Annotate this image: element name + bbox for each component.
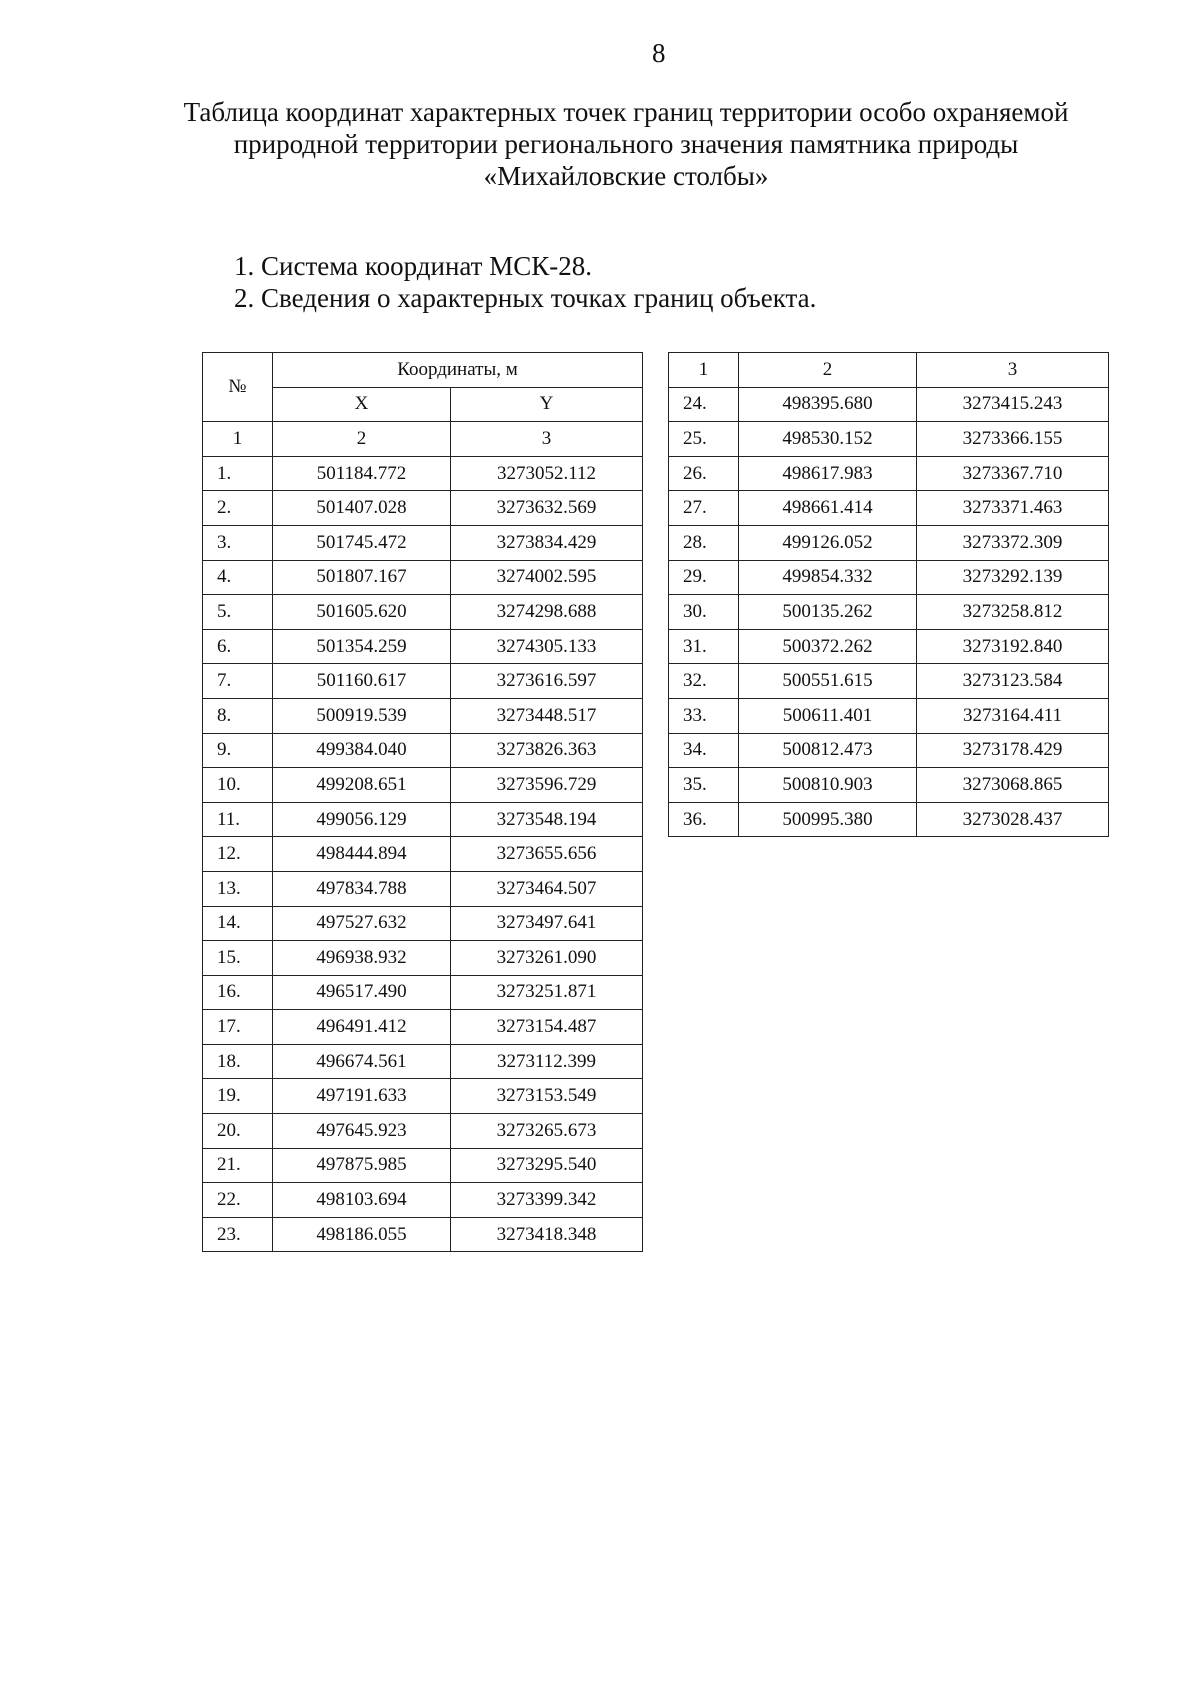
y-coordinate: 3273153.549: [451, 1079, 643, 1114]
x-coordinate: 498444.894: [273, 837, 451, 872]
y-coordinate: 3273112.399: [451, 1044, 643, 1079]
table-row: [669, 560, 1109, 595]
y-coordinate: 3273399.342: [451, 1183, 643, 1218]
point-number: 22.: [203, 1183, 273, 1218]
point-number: 6.: [203, 629, 273, 664]
y-coordinate: 3274002.595: [451, 560, 643, 595]
x-coordinate: 500372.262: [739, 629, 917, 664]
y-coordinate: 3273834.429: [451, 525, 643, 560]
point-number: 31.: [669, 629, 739, 664]
x-coordinate: 497834.788: [273, 871, 451, 906]
x-coordinate: 501605.620: [273, 595, 451, 630]
x-coordinate: 497875.985: [273, 1148, 451, 1183]
x-coordinate: 500135.262: [739, 595, 917, 630]
x-coordinate: 501745.472: [273, 525, 451, 560]
point-number: 21.: [203, 1148, 273, 1183]
y-coordinate: 3274298.688: [451, 595, 643, 630]
column-number-3: 3: [451, 422, 643, 457]
x-coordinate: 498186.055: [273, 1217, 451, 1252]
y-coordinate: 3273448.517: [451, 698, 643, 733]
title-line-1: Таблица координат характерных точек границ территории особо охраняемой: [183, 97, 1069, 127]
table-row: [669, 422, 1109, 457]
x-coordinate: 499208.651: [273, 768, 451, 803]
point-number: 29.: [669, 560, 739, 595]
x-coordinate: 496938.932: [273, 941, 451, 976]
table-row: [203, 1183, 643, 1218]
title-line-3: «Михайловские столбы»: [483, 161, 769, 191]
y-coordinate: 3273371.463: [917, 491, 1109, 526]
table-row: [669, 768, 1109, 803]
x-coordinate: 499126.052: [739, 525, 917, 560]
table-row: [203, 560, 643, 595]
table-row: [203, 595, 643, 630]
y-coordinate: 3273192.840: [917, 629, 1109, 664]
point-number: 19.: [203, 1079, 273, 1114]
point-number: 10.: [203, 768, 273, 803]
y-coordinate: 3273251.871: [451, 975, 643, 1010]
table-row: [203, 525, 643, 560]
column-number-1: 1: [669, 353, 739, 388]
point-number: 4.: [203, 560, 273, 595]
y-coordinate: 3273258.812: [917, 595, 1109, 630]
table-row: [203, 1114, 643, 1149]
point-number: 27.: [669, 491, 739, 526]
x-coordinate: 500611.401: [739, 698, 917, 733]
page-number: 8: [652, 38, 666, 68]
table-row: [669, 525, 1109, 560]
table-row: [669, 664, 1109, 699]
x-coordinate: 496517.490: [273, 975, 451, 1010]
point-number: 11.: [203, 802, 273, 837]
table-row: [203, 837, 643, 872]
point-number: 7.: [203, 664, 273, 699]
point-number: 36.: [669, 802, 739, 837]
table-row: [203, 941, 643, 976]
point-number: 3.: [203, 525, 273, 560]
point-number: 30.: [669, 595, 739, 630]
table-row: [203, 733, 643, 768]
x-coordinate: 497645.923: [273, 1114, 451, 1149]
y-coordinate: 3273261.090: [451, 941, 643, 976]
table-row: [203, 871, 643, 906]
x-coordinate: 498661.414: [739, 491, 917, 526]
table-row: [203, 1010, 643, 1045]
x-coordinate: 498617.983: [739, 456, 917, 491]
point-number: 33.: [669, 698, 739, 733]
y-coordinate: 3273497.641: [451, 906, 643, 941]
y-coordinate: 3273548.194: [451, 802, 643, 837]
header-y: Y: [451, 387, 643, 422]
point-number: 14.: [203, 906, 273, 941]
x-coordinate: 498395.680: [739, 387, 917, 422]
list-item-boundary-points: 2. Сведения о характерных точках границ объекта.: [234, 283, 817, 313]
y-coordinate: 3273464.507: [451, 871, 643, 906]
y-coordinate: 3273415.243: [917, 387, 1109, 422]
x-coordinate: 501184.772: [273, 456, 451, 491]
table-row: [203, 975, 643, 1010]
x-coordinate: 499056.129: [273, 802, 451, 837]
point-number: 13.: [203, 871, 273, 906]
table-row: [203, 491, 643, 526]
point-number: 25.: [669, 422, 739, 457]
x-coordinate: 500810.903: [739, 768, 917, 803]
x-coordinate: 497527.632: [273, 906, 451, 941]
coordinates-table-left: [202, 352, 643, 1252]
y-coordinate: 3273068.865: [917, 768, 1109, 803]
y-coordinate: 3273265.673: [451, 1114, 643, 1149]
column-number-3: 3: [917, 353, 1109, 388]
coordinates-table-right: [668, 352, 1109, 837]
table-row: [203, 1079, 643, 1114]
table-row: [669, 802, 1109, 837]
table-row: [203, 768, 643, 803]
point-number: 15.: [203, 941, 273, 976]
y-coordinate: 3273632.569: [451, 491, 643, 526]
table-row: [203, 802, 643, 837]
point-number: 18.: [203, 1044, 273, 1079]
left-table-body: [203, 456, 643, 1252]
point-number: 34.: [669, 733, 739, 768]
table-row: [203, 1044, 643, 1079]
point-number: 2.: [203, 491, 273, 526]
column-number-1: 1: [203, 422, 273, 457]
header-coordinates: Координаты, м: [273, 353, 643, 388]
column-number-2: 2: [273, 422, 451, 457]
point-number: 5.: [203, 595, 273, 630]
table-row: [669, 387, 1109, 422]
table-row: [669, 456, 1109, 491]
y-coordinate: 3273655.656: [451, 837, 643, 872]
x-coordinate: 501160.617: [273, 664, 451, 699]
point-number: 32.: [669, 664, 739, 699]
table-row: [203, 456, 643, 491]
x-coordinate: 499384.040: [273, 733, 451, 768]
point-number: 9.: [203, 733, 273, 768]
y-coordinate: 3273366.155: [917, 422, 1109, 457]
point-number: 12.: [203, 837, 273, 872]
point-number: 1.: [203, 456, 273, 491]
point-number: 16.: [203, 975, 273, 1010]
x-coordinate: 497191.633: [273, 1079, 451, 1114]
table-row: [203, 629, 643, 664]
table-row: [669, 595, 1109, 630]
table-row: [203, 1148, 643, 1183]
y-coordinate: 3273616.597: [451, 664, 643, 699]
point-number: 35.: [669, 768, 739, 803]
table-row: [203, 698, 643, 733]
x-coordinate: 501354.259: [273, 629, 451, 664]
table-row: [669, 491, 1109, 526]
y-coordinate: 3273418.348: [451, 1217, 643, 1252]
info-list: [234, 250, 816, 314]
table-row: [669, 733, 1109, 768]
y-coordinate: 3273292.139: [917, 560, 1109, 595]
table-row: [669, 629, 1109, 664]
table-row: [669, 698, 1109, 733]
y-coordinate: 3273164.411: [917, 698, 1109, 733]
x-coordinate: 498530.152: [739, 422, 917, 457]
x-coordinate: 501407.028: [273, 491, 451, 526]
x-coordinate: 498103.694: [273, 1183, 451, 1218]
header-number: №: [203, 353, 273, 422]
table-row: [203, 906, 643, 941]
table-row: [203, 1217, 643, 1252]
y-coordinate: 3273052.112: [451, 456, 643, 491]
point-number: 8.: [203, 698, 273, 733]
x-coordinate: 500812.473: [739, 733, 917, 768]
point-number: 26.: [669, 456, 739, 491]
y-coordinate: 3273154.487: [451, 1010, 643, 1045]
x-coordinate: 500995.380: [739, 802, 917, 837]
point-number: 24.: [669, 387, 739, 422]
y-coordinate: 3273367.710: [917, 456, 1109, 491]
column-number-2: 2: [739, 353, 917, 388]
y-coordinate: 3274305.133: [451, 629, 643, 664]
point-number: 20.: [203, 1114, 273, 1149]
y-coordinate: 3273295.540: [451, 1148, 643, 1183]
header-x: X: [273, 387, 451, 422]
y-coordinate: 3273826.363: [451, 733, 643, 768]
list-item-coordinate-system: 1. Система координат МСК-28.: [234, 251, 592, 281]
point-number: 23.: [203, 1217, 273, 1252]
x-coordinate: 500551.615: [739, 664, 917, 699]
table-row: [203, 664, 643, 699]
y-coordinate: 3273123.584: [917, 664, 1109, 699]
x-coordinate: 499854.332: [739, 560, 917, 595]
y-coordinate: 3273028.437: [917, 802, 1109, 837]
right-table-body: [669, 387, 1109, 837]
y-coordinate: 3273596.729: [451, 768, 643, 803]
x-coordinate: 501807.167: [273, 560, 451, 595]
x-coordinate: 496491.412: [273, 1010, 451, 1045]
y-coordinate: 3273372.309: [917, 525, 1109, 560]
x-coordinate: 500919.539: [273, 698, 451, 733]
title-line-2: природной территории регионального значения памятника природы: [233, 129, 1019, 159]
point-number: 28.: [669, 525, 739, 560]
point-number: 17.: [203, 1010, 273, 1045]
y-coordinate: 3273178.429: [917, 733, 1109, 768]
document-title: [168, 96, 1084, 192]
x-coordinate: 496674.561: [273, 1044, 451, 1079]
